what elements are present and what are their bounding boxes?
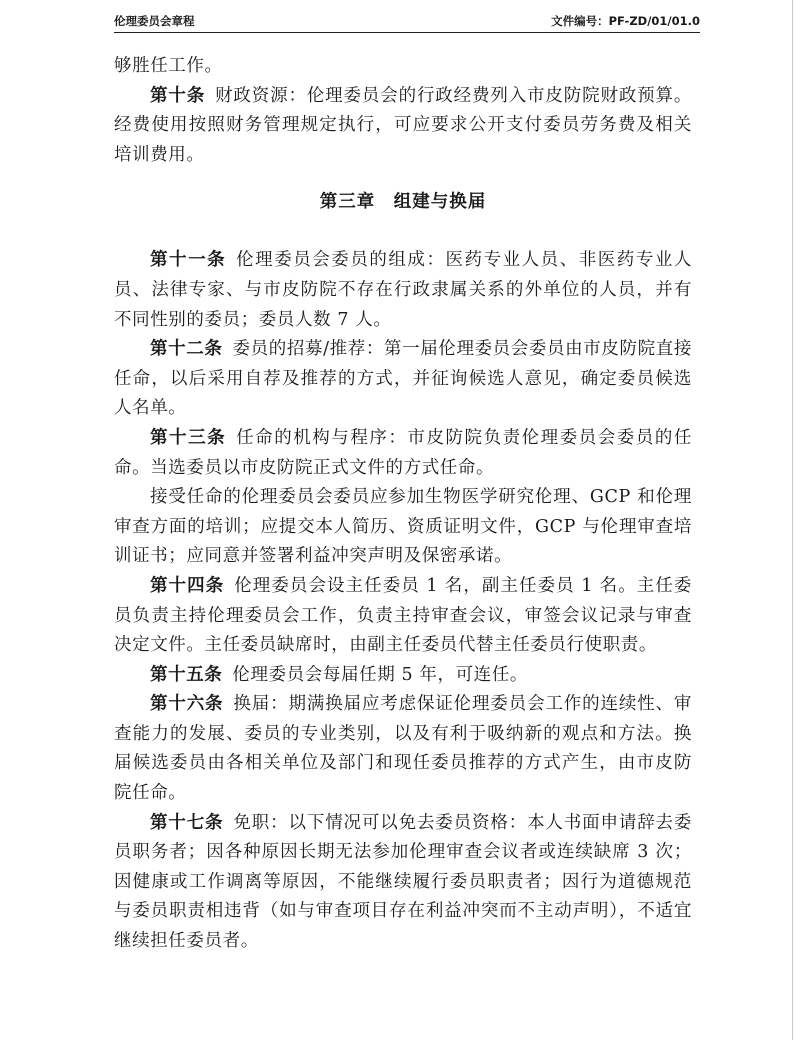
article-14: [114, 572, 692, 661]
article-text: 任命的机构与程序：市皮防院负责伦理委员会委员的任命。当选委员以市皮防院正式文件的方式任命。: [114, 427, 692, 478]
article-17: [114, 809, 692, 957]
article-label: 第十五条: [150, 664, 223, 685]
article-text: 伦理委员会每届任期 5 年，可连任。: [232, 664, 528, 685]
article-label: 第十条: [150, 85, 206, 106]
article-16: [114, 690, 692, 808]
chapter-heading: 第三章 组建与换届: [319, 192, 487, 213]
article-label: 第十一条: [150, 250, 227, 271]
article-text: 换届：期满换届应考虑保证伦理委员会工作的连续性、审查能力的发展、委员的专业类别，以及有利于吸纳新的观点和方法。换届候选委员由各相关单位及部门和现任委员推荐的方式产生，由市皮防院任命。: [114, 694, 693, 804]
article-label: 第十四条: [150, 575, 225, 596]
article-label: 第十六条: [150, 694, 224, 715]
article-13: [114, 424, 692, 483]
article-label: 第十二条: [150, 339, 223, 360]
header-title: 伦理委员会章程: [114, 14, 195, 28]
article-text: 免职：以下情况可以免去委员资格：本人书面申请辞去委员职务者；因各种原因长期无法参加伦理审查会议者或连续缺席 3 次；因健康或工作调离等原因，不能继续履行委员职责者；因行为道德规范与委员职责相违背（如与审查项目存在利益冲突而不主动声明），不适宜继续担任委员者。: [114, 812, 693, 952]
article-10: [114, 82, 692, 171]
article-label: 第十七条: [150, 812, 224, 833]
article-text: 财政资源：伦理委员会的行政经费列入市皮防院财政预算。经费使用按照财务管理规定执行，可应要求公开支付委员劳务费及相关培训费用。: [114, 85, 692, 165]
article-label: 第十三条: [150, 427, 227, 448]
header-doc-number: 文件编号：PF-ZD/01/01.0: [551, 14, 700, 28]
article-text: 委员的招募/推荐：第一届伦理委员会委员由市皮防院直接任命，以后采用自荐及推荐的方式，并征询候选人意见，确定委员候选人名单。: [114, 339, 692, 419]
document-body: [114, 52, 692, 957]
article-text: 伦理委员会设主任委员 1 名，副主任委员 1 名。主任委员负责主持伦理委员会工作，负责主持审查会议，审签会议记录与审查决定文件。主任委员缺席时，由副主任委员代替主任委员行使职责。: [114, 575, 692, 656]
page-header: [114, 12, 700, 33]
article-12: [114, 335, 692, 424]
article-11: [114, 246, 692, 335]
article-13-paragraph-2: 接受任命的伦理委员会委员应参加生物医学研究伦理、GCP 和伦理审查方面的培训；应提交本人简历、资质证明文件，GCP 与伦理审查培训证书；应同意并签署利益冲突声明及保密承诺。: [114, 487, 692, 567]
article-15: [114, 661, 692, 691]
page-edge: [792, 0, 793, 1040]
article-text: 伦理委员会委员的组成：医药专业人员、非医药专业人员、法律专家、与市皮防院不存在行政隶属关系的外单位的人员，并有不同性别的委员；委员人数 7 人。: [114, 250, 692, 330]
continued-paragraph: 够胜任工作。: [114, 56, 223, 76]
